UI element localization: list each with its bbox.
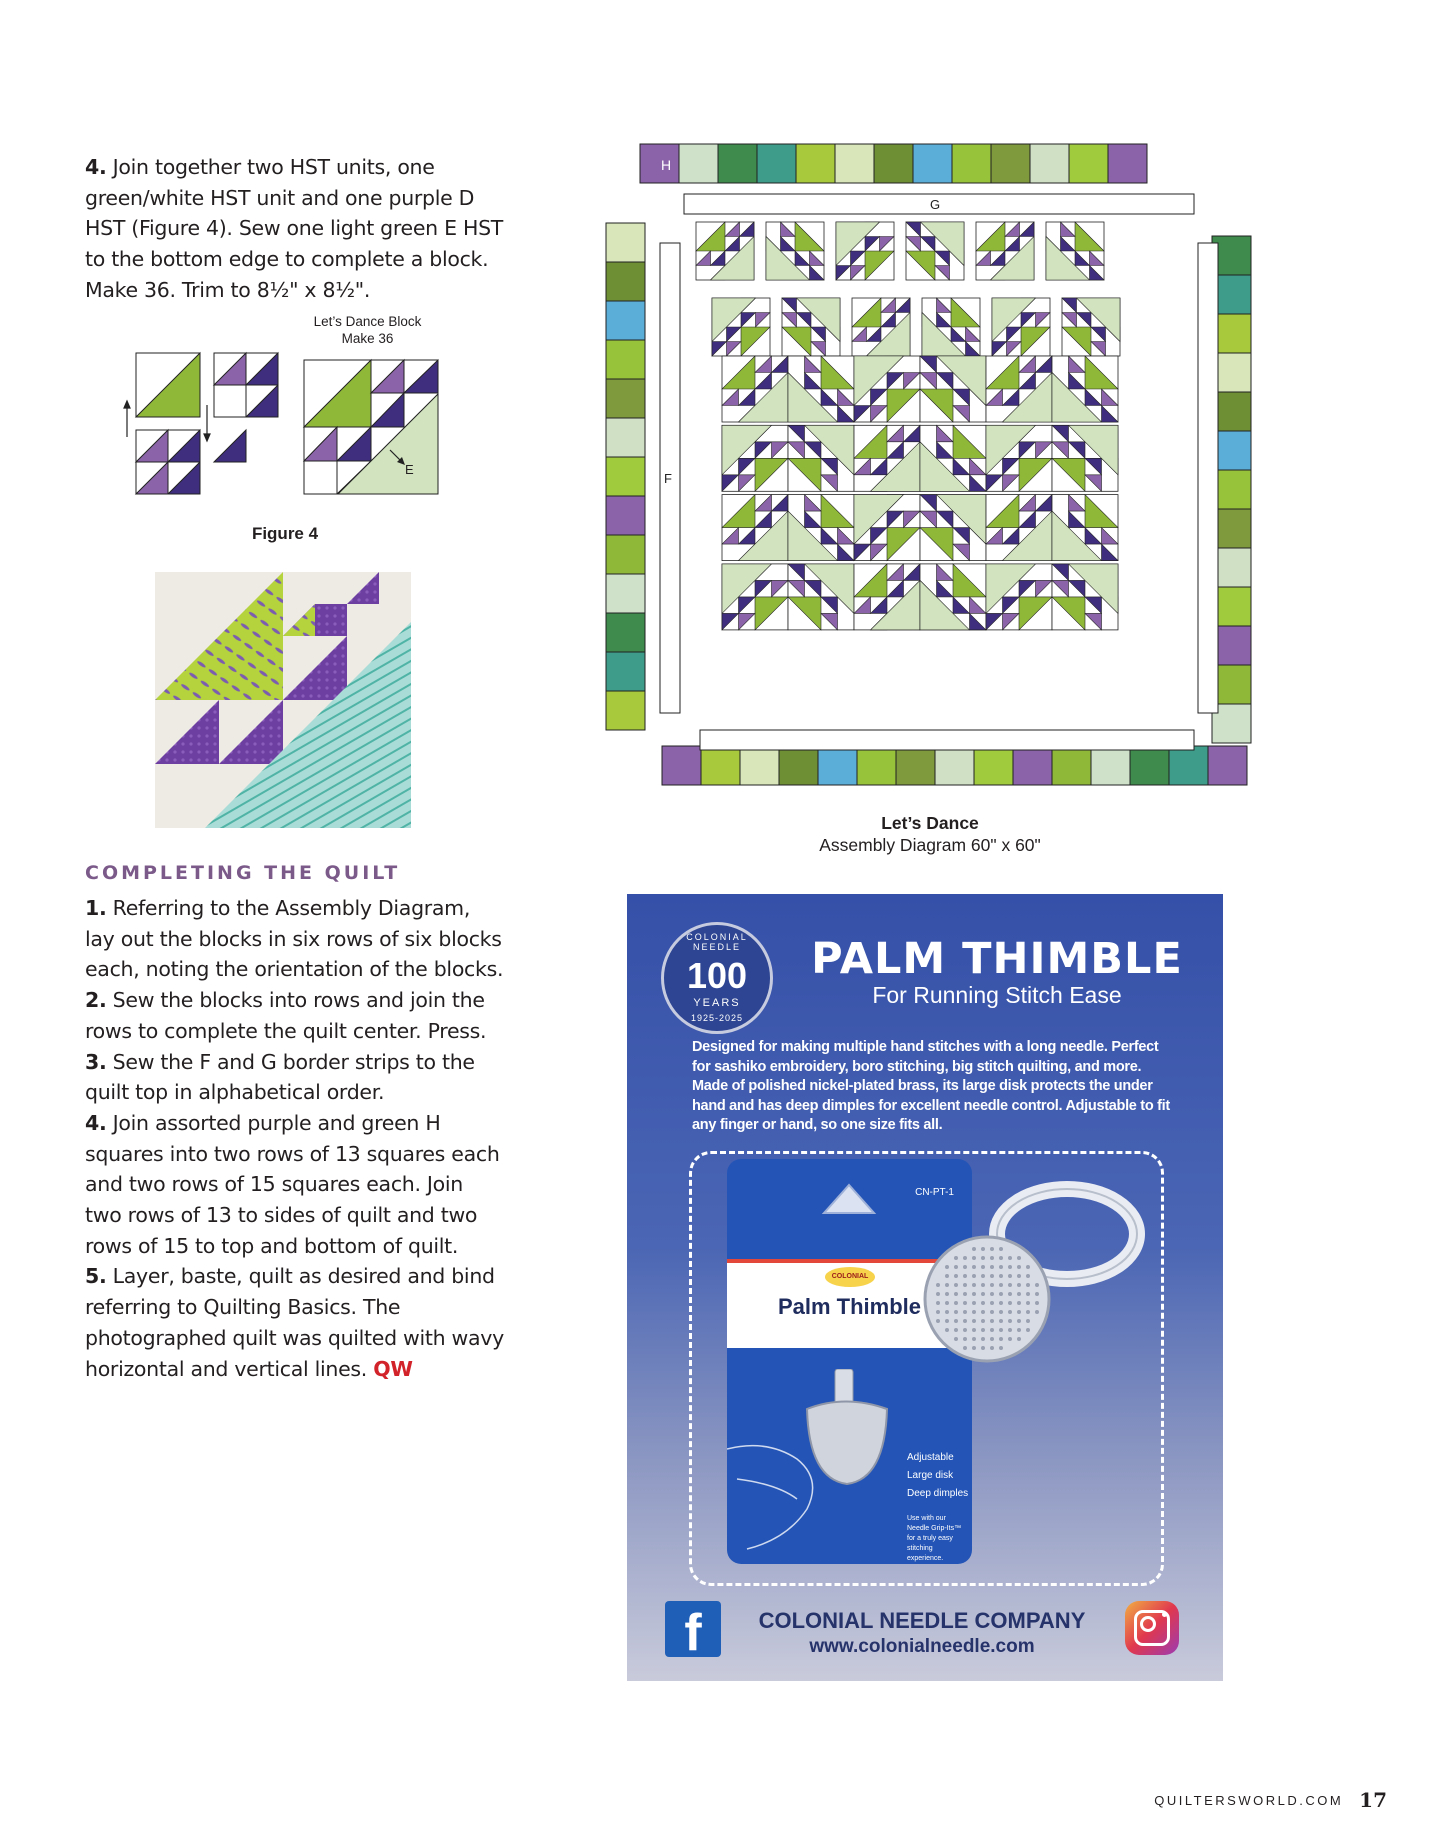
step-text: Sew the F and G border strips to the quilt top in alphabetical order. <box>85 1049 475 1105</box>
h-square <box>796 144 835 183</box>
lets-dance-block <box>854 356 920 422</box>
ad-company: COLONIAL NEEDLE COMPANY <box>758 1608 1086 1633</box>
lets-dance-block <box>788 356 854 422</box>
ad-url[interactable]: www.colonialneedle.com <box>809 1636 1035 1657</box>
h-square <box>606 379 645 418</box>
h-square <box>701 746 740 785</box>
lets-dance-block <box>696 222 754 280</box>
quilt-center-blocks <box>696 222 1120 630</box>
completing-steps <box>85 893 505 1384</box>
h-square <box>606 340 645 379</box>
lets-dance-block <box>1062 298 1120 356</box>
block-title: Let’s Dance Block <box>313 314 422 329</box>
lets-dance-block <box>1052 356 1118 422</box>
card-features <box>907 1449 968 1503</box>
assembly-diagram <box>600 138 1260 798</box>
lets-dance-block <box>986 425 1052 491</box>
badge-years: YEARS <box>693 997 741 1009</box>
lets-dance-block <box>986 356 1052 422</box>
step-number: 1. <box>85 896 107 920</box>
lets-dance-block <box>920 564 986 630</box>
lets-dance-block <box>1046 222 1104 280</box>
lets-dance-block <box>976 222 1034 280</box>
step-text: Join assorted purple and green H squares into two rows of 13 squares each and two rows of 15 squares each. Join two rows of 13 to sides of quilt and two rows of 15 to top and bottom of quilt. <box>85 1110 500 1258</box>
instagram-icon[interactable] <box>1125 1601 1179 1655</box>
h-square <box>1208 746 1247 785</box>
page-number: 17 <box>1359 1788 1387 1812</box>
h-square <box>662 746 701 785</box>
lets-dance-block <box>920 356 986 422</box>
step-number: 2. <box>85 988 107 1013</box>
h-square <box>935 746 974 785</box>
card-note: Use with our Needle Grip-Its™ for a truly easy stitching experience. <box>907 1515 962 1562</box>
h-square <box>1030 144 1069 183</box>
h-square <box>857 746 896 785</box>
ad-description: Designed for making multiple hand stitches with a long needle. Perfect for sashiko embroidery, boro stitching, big stitch quilting, and more. Made of polished nickel-plated brass, its large disk protects the under hand and has deep dimples for excellent needle control. Adjustable to fit any finger or hand, so one size fits all. <box>692 1039 1170 1133</box>
ad-title: PALM THIMBLE <box>811 934 1183 984</box>
h-square <box>606 496 645 535</box>
hst-purple-unit-bottom <box>136 430 200 494</box>
feature-item: Deep dimples <box>907 1488 969 1499</box>
h-square <box>952 144 991 183</box>
h-square <box>991 144 1030 183</box>
lets-dance-block <box>722 564 788 630</box>
complete-block <box>304 360 438 494</box>
step-text: Sew the blocks into rows and join the rows to complete the quilt center. Press. <box>85 988 487 1043</box>
lets-dance-block <box>920 425 986 491</box>
step-number: 5. <box>85 1264 107 1289</box>
lets-dance-block <box>788 564 854 630</box>
step4-text: Join together two HST units, one green/white HST unit and one purple D HST (Figure 4). Sew one light green E HST to the bottom edge to complete a block. Make 36. Trim to 8½" x 8½". <box>85 155 504 302</box>
block-photo <box>155 572 411 828</box>
h-square <box>1108 144 1147 183</box>
h-square <box>640 144 679 183</box>
badge-number: 100 <box>686 955 748 996</box>
h-square <box>606 223 645 262</box>
lets-dance-block <box>1052 495 1118 561</box>
h-square <box>913 144 952 183</box>
h-square <box>757 144 796 183</box>
facebook-icon[interactable]: f <box>665 1601 721 1657</box>
h-square <box>974 746 1013 785</box>
lets-dance-block <box>1052 425 1118 491</box>
qw-end-mark: QW <box>373 1356 413 1381</box>
page-footer <box>1154 1788 1387 1812</box>
palm-thimble-icon <box>917 1159 1147 1369</box>
step-text: Layer, baste, quilt as desired and bind referring to Quilting Basics. The photographed quilt was quilted with wavy horizontal and vertical lines. <box>85 1264 504 1381</box>
lets-dance-block <box>788 495 854 561</box>
lets-dance-block <box>836 222 894 280</box>
feature-item: Adjustable <box>907 1452 954 1463</box>
palm-thimble-ad[interactable] <box>627 894 1223 1681</box>
section-heading: COMPLETING THE QUILT <box>85 862 401 884</box>
h-square <box>606 574 645 613</box>
h-square <box>606 652 645 691</box>
step4-paragraph <box>85 152 505 306</box>
lets-dance-block <box>854 564 920 630</box>
card-product-name: Palm Thimble <box>777 1294 922 1319</box>
lets-dance-block <box>852 298 910 356</box>
h-square <box>835 144 874 183</box>
h-square <box>606 613 645 652</box>
step4-number: 4. <box>85 155 107 179</box>
step-item <box>85 1261 505 1384</box>
h-square <box>606 457 645 496</box>
step-number: 3. <box>85 1049 107 1074</box>
block-make: Make 36 <box>341 331 394 346</box>
label-e: E <box>405 462 414 477</box>
badge-ring-text: COLONIAL NEEDLE <box>686 932 748 952</box>
hst-purple-unit-top <box>214 353 278 417</box>
hang-hole-icon <box>819 1179 879 1219</box>
h-square <box>718 144 757 183</box>
lets-dance-block <box>986 495 1052 561</box>
label-g: G <box>930 197 941 212</box>
lets-dance-block <box>922 298 980 356</box>
assembly-caption <box>770 812 1090 856</box>
feature-item: Large disk <box>907 1470 954 1481</box>
h-square <box>606 418 645 457</box>
step-number: 4. <box>85 1110 107 1135</box>
lets-dance-block <box>854 495 920 561</box>
h-square <box>874 144 913 183</box>
label-h: H <box>661 157 672 173</box>
lets-dance-block <box>766 222 824 280</box>
h-square <box>606 691 645 730</box>
figure4-caption: Figure 4 <box>251 524 319 543</box>
h-square <box>1013 746 1052 785</box>
ad-subtitle: For Running Stitch Ease <box>872 982 1122 1008</box>
h-square <box>606 535 645 574</box>
lets-dance-block <box>722 495 788 561</box>
hst-green-unit <box>136 353 200 417</box>
h-square <box>740 746 779 785</box>
h-square <box>1169 746 1208 785</box>
lets-dance-block <box>782 298 840 356</box>
card-code: CN-PT-1 <box>915 1187 954 1198</box>
centennial-badge <box>661 922 773 1034</box>
assembly-title: Let’s Dance <box>881 813 979 833</box>
lets-dance-block <box>986 564 1052 630</box>
h-square <box>779 746 818 785</box>
purple-d-hst <box>214 430 246 462</box>
step-item <box>85 985 505 1046</box>
lets-dance-block <box>1052 564 1118 630</box>
h-square <box>896 746 935 785</box>
h-square <box>606 301 645 340</box>
lets-dance-block <box>992 298 1050 356</box>
lets-dance-block <box>722 425 788 491</box>
lets-dance-block <box>722 356 788 422</box>
h-square <box>1130 746 1169 785</box>
step-item <box>85 893 505 985</box>
block-label <box>300 313 435 347</box>
h-square <box>1052 746 1091 785</box>
hand-sketch-icon <box>727 1389 847 1559</box>
h-square <box>606 262 645 301</box>
card-brand-oval: COLONIAL <box>825 1267 875 1287</box>
h-square <box>818 746 857 785</box>
lets-dance-block <box>854 425 920 491</box>
label-f: F <box>664 471 672 486</box>
lets-dance-block <box>906 222 964 280</box>
badge-dates: 1925-2025 <box>690 1013 744 1023</box>
figure4-diagram <box>120 345 450 505</box>
lets-dance-block <box>920 495 986 561</box>
lets-dance-block <box>712 298 770 356</box>
h-square <box>1091 746 1130 785</box>
h-square <box>1069 144 1108 183</box>
footer-site: QUILTERSWORLD.COM <box>1154 1793 1344 1808</box>
step-item <box>85 1108 505 1262</box>
h-square <box>679 144 718 183</box>
step-item <box>85 1047 505 1108</box>
assembly-subtitle: Assembly Diagram 60" x 60" <box>819 835 1041 855</box>
step-text: Referring to the Assembly Diagram, lay out the blocks in six rows of six blocks each, noting the orientation of the blocks. <box>85 896 504 982</box>
lets-dance-block <box>788 425 854 491</box>
